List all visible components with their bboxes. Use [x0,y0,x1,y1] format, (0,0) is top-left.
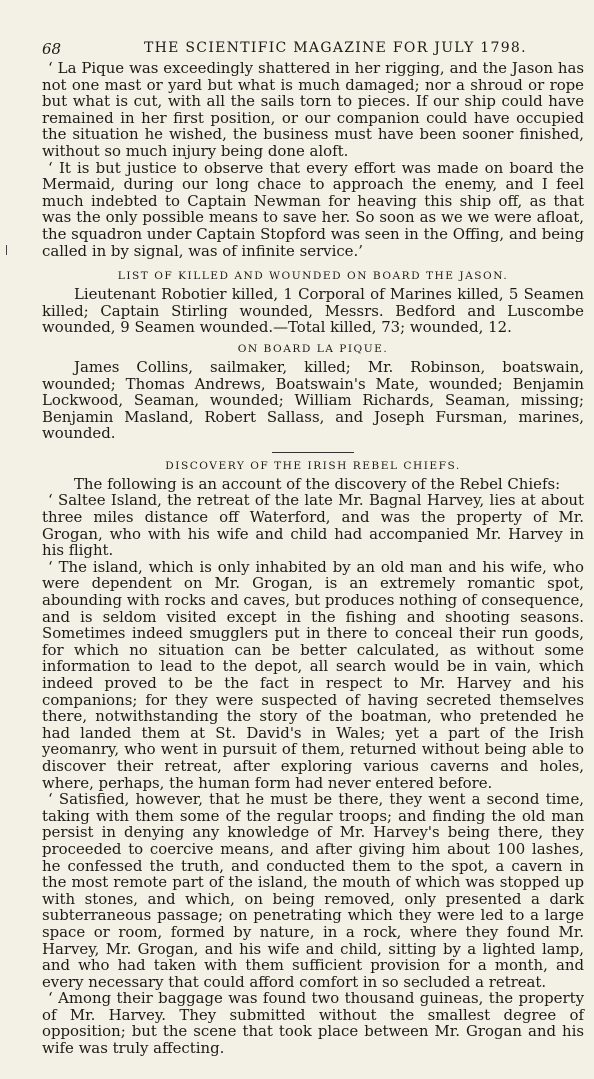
paragraph: ‘ La Pique was exceedingly shattered in her rigging, and the Jason has not one mast or yard but what is much damaged; nor a shroud or rope but what is cut, with all the sails torn to pieces. If our ship could have remained in her first position, or our companion could have occupied the situation he wished, the business must have been sooner finished, without so much injury being done aloft. [42,59,584,160]
paragraph: ‘ The island, which is only inhabited by an old man and his wife, who were dependent on Mr. Grogan, is an extremely romantic spot, abounding with rocks and caves, but produces nothing of consequence, and is seldom visited except in the fishing and shooting seasons. Sometimes indeed smugglers put in there to conceal their run goods, for which no situation can be better calculated, as without some information to lead to the depot, all search would be in vain, which indeed proved to be the fact in respect to Mr. Harvey and his companions; for they were suspected of having secreted themselves there, notwithstanding the story of the boatman, who pretended he had landed them at St. David's in Wales; yet a part of the Irish yeomanry, who went in pursuit of them, returned without being able to discover their retreat, after exploring various caverns and holes, where, perhaps, the human form had never entered before. [42,557,584,792]
la-pique-title: ON BOARD LA PIQUE. [237,342,389,355]
paragraph: ‘ Satisfied, however, that he must be there, they went a second time, taking with them some of the regular troops; and finding the old man persist in denying any knowledge of Mr. Harvey's being there, they proceeded to coercive means, and after giving him about 100 lashes, he confessed the truth, and conducted them to the spot, a cavern in the most remote part of the island, the mouth of which was stopped up with stones, and which, on being removed, only presented a dark subterraneous passage; on penetrating which they were led to a large space or room, formed by nature, in a rock, where they found Mr. Harvey, Mr. Grogan, and his wife and child, sitting by a lighted lamp, and who had taken with them sufficient provision for a month, and every necessary that could afford comfort in so secluded a retreat. [42,790,584,991]
margin-mark [6,245,7,255]
la-pique-text: James Collins, sailmaker, killed; Mr. Robinson, boatswain, wounded; Thomas Andrews, Boatswain's Mate, wounded; Benjamin Lockwood, Seaman, wounded; William Richards, Seaman, missing; Benjamin Masland, Robert Sallass, and Joseph Fursman, marines, wounded. [42,357,584,443]
letter-continuation [42,60,584,259]
discovery-title: DISCOVERY OF THE IRISH REBEL CHIEFS. [165,459,461,472]
killed-list-title: LIST OF KILLED AND WOUNDED ON BOARD THE JASON. [117,270,509,283]
running-head: THE SCIENTIFIC MAGAZINE FOR JULY 1798. [144,40,527,56]
paragraph: ‘ It is but justice to observe that every effort was made on board the Mermaid, during our long chace to approach the enemy, and I feel much indebted to Captain Newman for heaving this ship off, as that was the only possible means to save her. So soon as we we were afloat, the squadron under Captain Stopford was seen in the Offing, and being called in by signal, was of infinite service.’ [42,158,584,260]
paragraph: The following is an account of the discovery of the Rebel Chiefs: [74,474,561,493]
section-divider [272,452,354,453]
page-number: 68 [42,40,62,58]
discovery-article [42,476,584,1057]
paragraph: ‘ Saltee Island, the retreat of the late Mr. Bagnal Harvey, lies at about three miles distance off Waterford, and was the property of Mr. Grogan, who with his wife and child had accompanied Mr. Harvey in his flight. [42,491,584,560]
killed-list-text: Lieutenant Robotier killed, 1 Corporal of Marines killed, 5 Seamen killed; Captain Stirling wounded, Messrs. Bedford and Luscombe wounded, 9 Seamen wounded.—Total killed, 73; wounded, 12. [42,285,584,337]
paragraph: ‘ Among their baggage was found two thousand guineas, the property of Mr. Harvey. They submitted without the smallest degree of opposition; but the scene that took place between Mr. Grogan and his wife was truly affecting. [42,989,584,1058]
page-header [42,32,584,60]
